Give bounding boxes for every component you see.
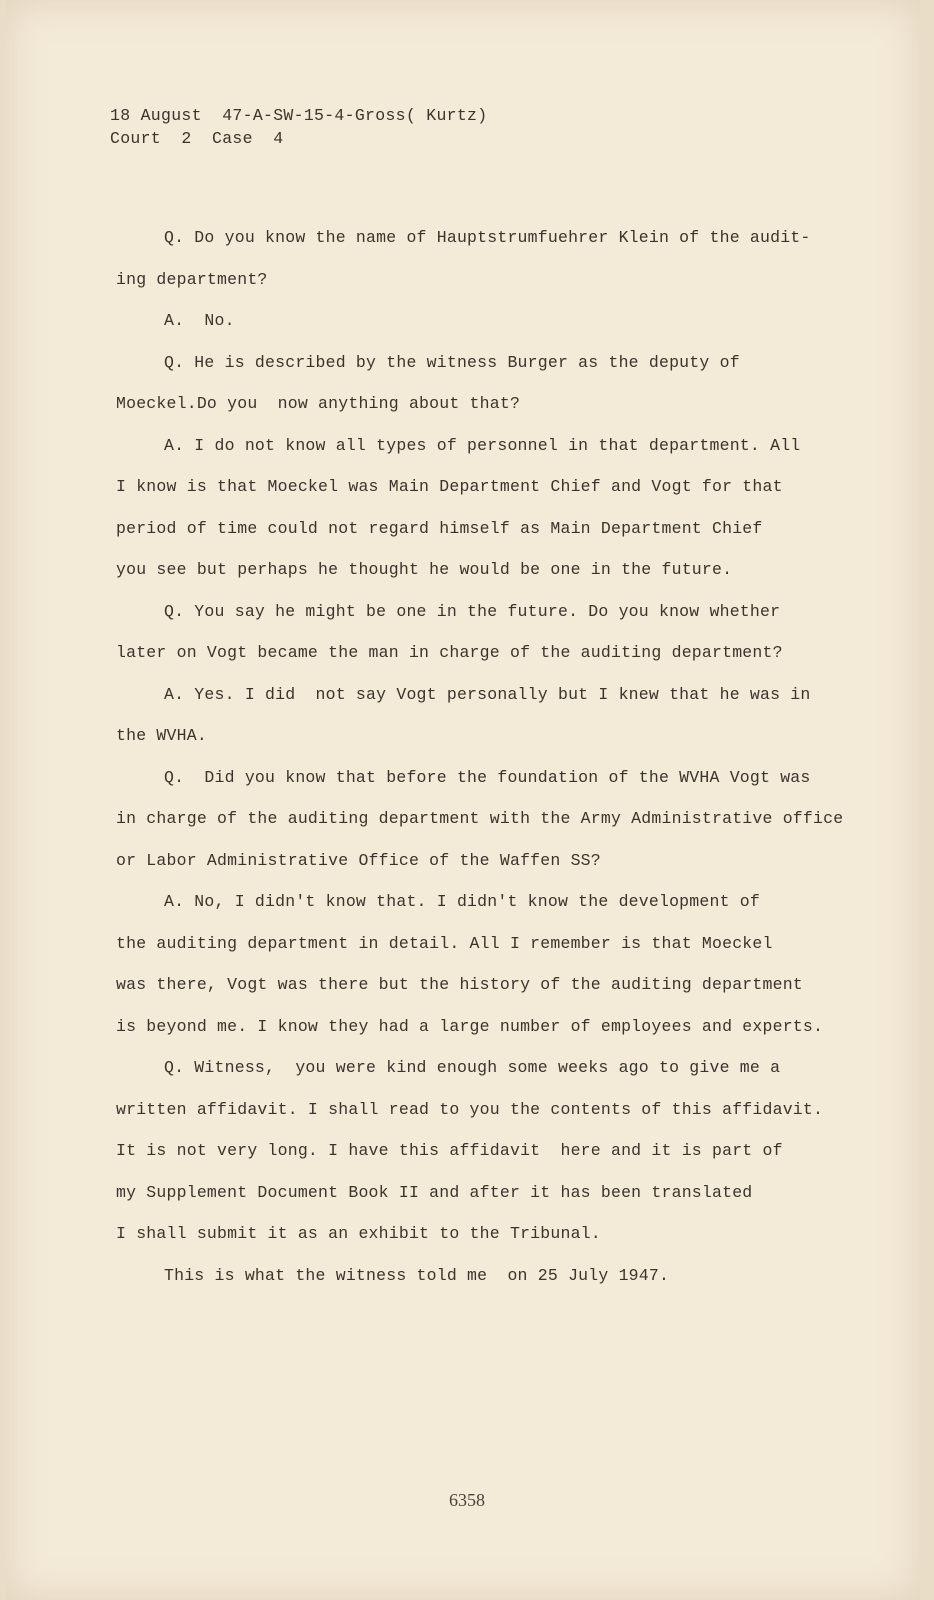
transcript-line: the auditing department in detail. All I remember is that Moeckel bbox=[116, 933, 773, 953]
transcript-line: I shall submit it as an exhibit to the Tribunal. bbox=[116, 1224, 601, 1243]
transcript-line: the WVHA. bbox=[116, 726, 207, 745]
transcript-line: Q. He is described by the witness Burger as the deputy of bbox=[164, 352, 740, 372]
transcript-line: It is not very long. I have this affidavit here and it is part of bbox=[116, 1141, 783, 1160]
transcript-line: A. I do not know all types of personnel in that department. All bbox=[164, 435, 801, 455]
transcript-line: Q. Witness, you were kind enough some weeks ago to give me a bbox=[164, 1058, 781, 1077]
transcript-line: Q. You say he might be one in the future. Do you know whether bbox=[164, 601, 781, 621]
transcript-line: or Labor Administrative Office of the Waffen SS? bbox=[116, 850, 601, 870]
transcript-line: later on Vogt became the man in charge of the auditing department? bbox=[116, 643, 783, 662]
document-header bbox=[110, 104, 487, 150]
page-number: 6358 bbox=[449, 1490, 485, 1510]
transcript-line: A. No. bbox=[164, 311, 235, 330]
transcript-line: was there, Vogt was there but the history of the auditing department bbox=[116, 975, 803, 994]
transcript-line: I know is that Moeckel was Main Department Chief and Vogt for that bbox=[116, 477, 783, 496]
transcript-line: in charge of the auditing department with the Army Administrative office bbox=[116, 809, 844, 828]
transcript-line: my Supplement Document Book II and after it has been translated bbox=[116, 1182, 753, 1202]
header-date-reference: 18 August 47-A-SW-15-4-Gross( Kurtz) bbox=[110, 106, 488, 125]
header-court-case: Court 2 Case 4 bbox=[110, 129, 284, 148]
transcript-line: is beyond me. I know they had a large number of employees and experts. bbox=[116, 1016, 824, 1036]
transcript-line: you see but perhaps he thought he would be one in the future. bbox=[116, 560, 733, 579]
transcript-line: Q. Do you know the name of Hauptstrumfuehrer Klein of the audit- bbox=[164, 228, 811, 247]
transcript-line: Q. Did you know that before the foundation of the WVHA Vogt was bbox=[164, 767, 811, 787]
document-page bbox=[6, 0, 920, 1600]
transcript-body bbox=[110, 224, 870, 1303]
transcript-line: This is what the witness told me on 25 July 1947. bbox=[164, 1265, 670, 1285]
transcript-line: period of time could not regard himself as Main Department Chief bbox=[116, 518, 763, 538]
transcript-line: A. Yes. I did not say Vogt personally but I knew that he was in bbox=[164, 684, 811, 704]
transcript-line: written affidavit. I shall read to you the contents of this affidavit. bbox=[116, 1099, 824, 1119]
transcript-line: ing department? bbox=[116, 269, 268, 289]
transcript-line: Moeckel.Do you now anything about that? bbox=[116, 394, 521, 413]
transcript-line: A. No, I didn't know that. I didn't know the development of bbox=[164, 892, 760, 911]
